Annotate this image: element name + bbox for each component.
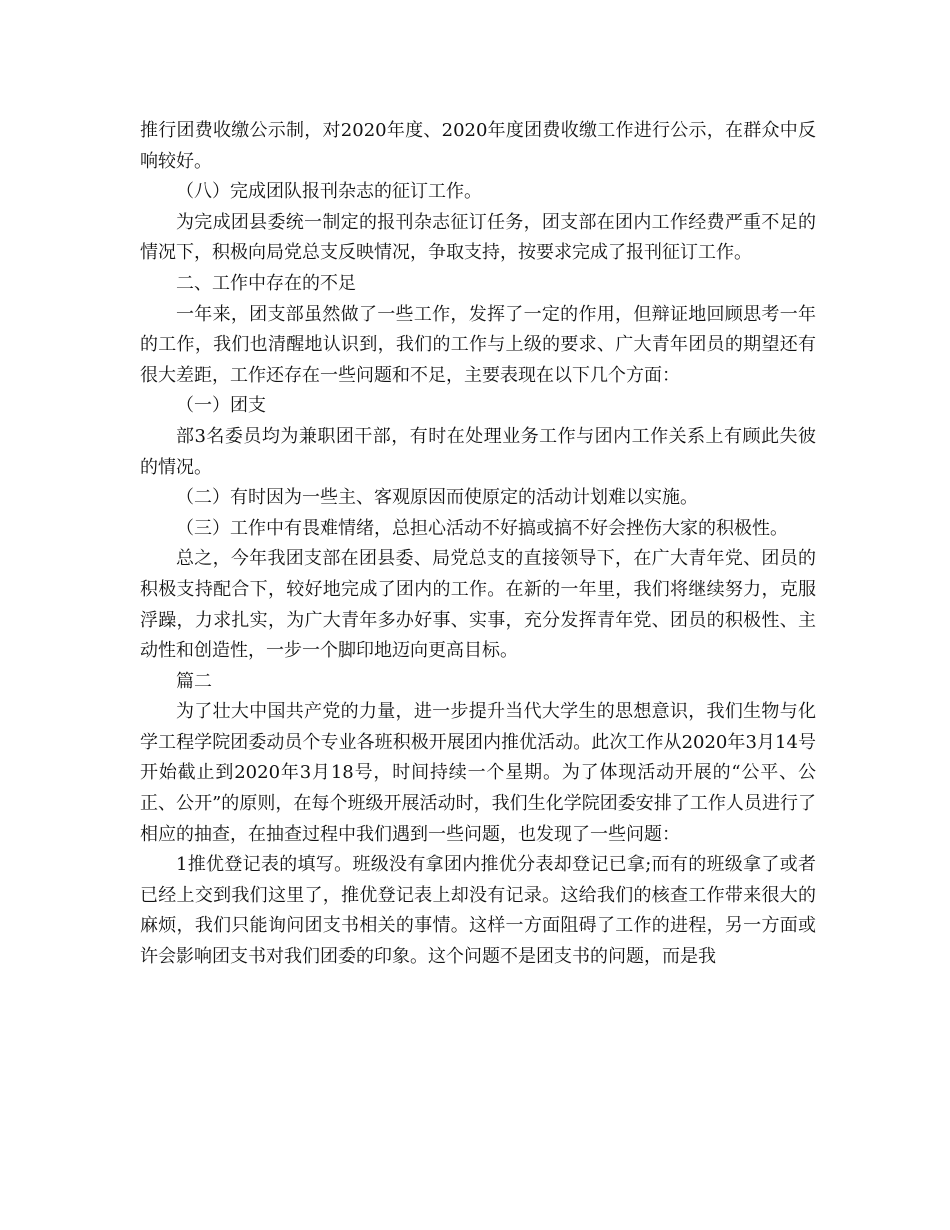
paragraph-two: （二）有时因为一些主、客观原因而使原定的活动计划难以实施。 bbox=[176, 487, 698, 509]
section-title-part-two: 篇二 bbox=[176, 670, 212, 692]
paragraph-subscription: 为完成团县委统一制定的报刊杂志征订任务，团支部在团内工作经费严重不足的情况下，积极向局党总支反映情况，争取支持，按要求完成了报刊征订工作。 bbox=[140, 211, 816, 264]
paragraph-registration-form: 1推优登记表的填写。班级没有拿团内推优分表却登记已拿;而有的班级拿了或者已经上交到我们这里了，推优登记表上却没有记录。这给我们的核查工作带来很大的麻烦，我们只能询问团支书相关的事情。这样一方面阻碍了工作的进程，另一方面或许会影响团支书对我们团委的印象。这个问题不是团支书的问题，而是我 bbox=[140, 854, 816, 968]
paragraph-three: （三）工作中有畏难情绪，总担心活动不好搞或搞不好会挫伤大家的积极性。 bbox=[176, 517, 788, 539]
subheading-one: （一）团支 bbox=[176, 395, 266, 417]
paragraph-recommendation-activity: 为了壮大中国共产党的力量，进一步提升当代大学生的思想意识，我们生物与化学工程学院团委动员个专业各班积极开展团内推优活动。此次工作从2020年3月14号开始截止到2020年3月18号，时间持续一个星期。为了体现活动开展的“公平、公正、公开”的原则，在每个班级开展活动时，我们生化学院团委安排了工作人员进行了相应的抽查，在抽查过程中我们遇到一些问题，也发现了一些问题： bbox=[140, 701, 816, 845]
section-heading-shortcomings: 二、工作中存在的不足 bbox=[176, 272, 356, 294]
paragraph-summary: 总之，今年我团支部在团县委、局党总支的直接领导下，在广大青年党、团员的积极支持配合下，较好地完成了团内的工作。在新的一年里，我们将继续努力，克服浮躁，力求扎实，为广大青年多办好事、实事，充分发挥青年党、团员的积极性、主动性和创造性，一步一个脚印地迈向更高目标。 bbox=[140, 548, 816, 662]
section-heading-eight: （八）完成团队报刊杂志的征订工作。 bbox=[176, 181, 482, 203]
paragraph-committee-members: 部3名委员均为兼职团干部，有时在处理业务工作与团内工作关系上有顾此失彼的情况。 bbox=[140, 425, 816, 478]
paragraph-year-review: 一年来，团支部虽然做了一些工作，发挥了一定的作用，但辩证地回顾思考一年的工作，我们也清醒地认识到，我们的工作与上级的要求、广大青年团员的期望还有很大差距，工作还存在一些问题和不足，主要表现在以下几个方面： bbox=[140, 303, 816, 386]
paragraph-fee-publicity: 推行团费收缴公示制，对2020年度、2020年度团费收缴工作进行公示，在群众中反响较好。 bbox=[140, 120, 816, 172]
document-page bbox=[140, 116, 816, 973]
